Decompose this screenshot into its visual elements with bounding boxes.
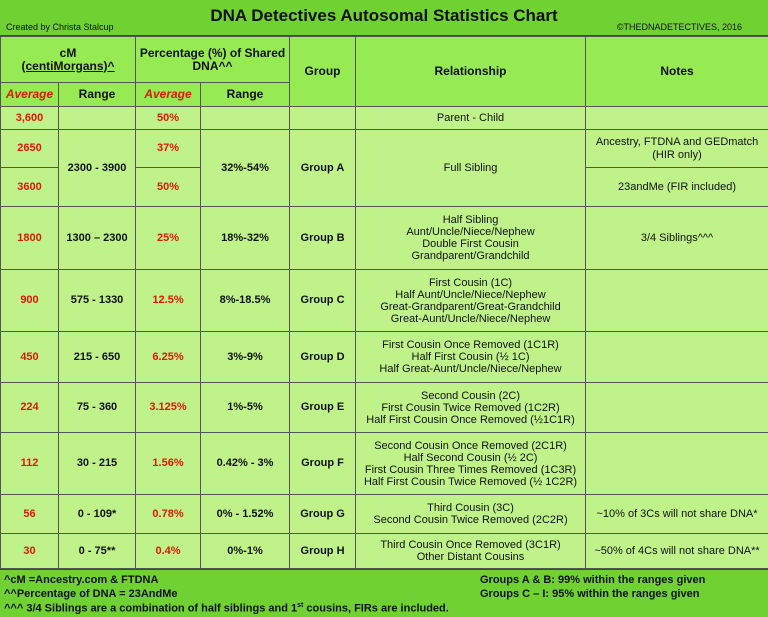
footnote-percentage: ^^Percentage of DNA = 23AndMe — [4, 588, 178, 600]
notes-cell — [586, 383, 768, 433]
cm-range-cell: 215 - 650 — [59, 332, 136, 383]
relationship-line: First Cousin Twice Removed (1C2R) — [381, 401, 560, 414]
range-note-ab: Groups A & B: 99% within the ranges given — [480, 574, 706, 586]
group-header: Group — [290, 37, 356, 107]
page-title: DNA Detectives Autosomal Statistics Chart — [210, 6, 558, 25]
copyright-notice: ©THEDNADETECTIVES, 2016 — [616, 22, 742, 32]
pct-range-cell: 1%-5% — [201, 383, 290, 433]
notes-header: Notes — [586, 37, 768, 107]
cm-average-cell: 900 — [1, 270, 59, 332]
notes-cell — [586, 433, 768, 495]
relationship-cell — [356, 383, 586, 433]
cm-range-cell: 0 - 75** — [59, 534, 136, 569]
pct-average-header: Average — [136, 83, 201, 107]
notes-cell — [586, 270, 768, 332]
cm-average-cell: 2650 — [1, 130, 59, 168]
pct-average-cell: 50% — [136, 107, 201, 130]
cm-range-cell: 2300 - 3900 — [59, 130, 136, 207]
table-row — [1, 534, 768, 569]
cm-average-cell: 1800 — [1, 207, 59, 270]
pct-average-cell: 0.4% — [136, 534, 201, 569]
title-bar — [0, 0, 768, 36]
notes-cell: 3/4 Siblings^^^ — [586, 207, 768, 270]
pct-average-cell: 25% — [136, 207, 201, 270]
cm-header-sub: (centiMorgans)^ — [21, 58, 115, 73]
relationship-line: Parent - Child — [436, 112, 505, 124]
notes-cell: ~50% of 4Cs will not share DNA** — [586, 534, 768, 569]
relationship-cell — [356, 130, 586, 207]
relationship-line: Full Sibling — [443, 162, 498, 174]
creator-credit: Created by Christa Stalcup — [6, 22, 114, 32]
relationship-cell — [356, 332, 586, 383]
pct-average-cell: 0.78% — [136, 495, 201, 534]
footnote-siblings-end: cousins, FIRs are included. — [303, 602, 449, 615]
relationship-line: First Cousin (1C) — [428, 276, 513, 289]
group-cell: Group C — [290, 270, 356, 332]
footnote-cm: ^cM =Ancestry.com & FTDNA — [4, 574, 159, 586]
cm-header-label: cM — [59, 45, 77, 60]
relationship-line: Great-Grandparent/Great-Grandchild — [380, 300, 561, 313]
relationship-cell — [356, 107, 586, 130]
cm-header — [1, 37, 136, 83]
cm-average-cell: 3,600 — [1, 107, 59, 130]
relationship-line: Half Aunt/Uncle/Niece/Nephew — [395, 288, 546, 301]
relationship-line: Half First Cousin Twice Removed (½ 1C2R) — [363, 475, 578, 488]
pct-average-cell: 50% — [136, 168, 201, 207]
pct-average-cell: 1.56% — [136, 433, 201, 495]
relationship-line: Great-Aunt/Uncle/Niece/Nephew — [390, 312, 551, 325]
pct-average-cell: 6.25% — [136, 332, 201, 383]
relationship-header: Relationship — [356, 37, 586, 107]
cm-average-cell: 112 — [1, 433, 59, 495]
pct-average-cell: 12.5% — [136, 270, 201, 332]
table-row — [1, 107, 768, 130]
group-cell: Group A — [290, 130, 356, 207]
cm-range-header: Range — [59, 83, 136, 107]
pct-range-cell: 32%-54% — [201, 130, 290, 207]
cm-average-cell: 3600 — [1, 168, 59, 207]
group-cell: Group F — [290, 433, 356, 495]
table-row — [1, 207, 768, 270]
group-cell: Group H — [290, 534, 356, 569]
group-cell: Group G — [290, 495, 356, 534]
footnote-siblings-text: ^^^ 3/4 Siblings are a combination of half siblings and 1 — [4, 602, 298, 615]
relationship-line: Half Second Cousin (½ 2C) — [403, 451, 538, 464]
pct-range-cell — [201, 107, 290, 130]
header-row — [1, 37, 768, 83]
relationship-cell — [356, 433, 586, 495]
cm-range-cell — [59, 107, 136, 130]
group-cell — [290, 107, 356, 130]
pct-range-cell: 3%-9% — [201, 332, 290, 383]
pct-range-cell: 18%-32% — [201, 207, 290, 270]
table-row — [1, 270, 768, 332]
relationship-line: Third Cousin (3C) — [427, 502, 514, 514]
footnote-siblings — [4, 602, 449, 615]
cm-range-cell: 30 - 215 — [59, 433, 136, 495]
notes-cell: 23andMe (FIR included) — [586, 168, 768, 207]
relationship-line: First Cousin Three Times Removed (1C3R) — [364, 463, 577, 476]
group-cell: Group B — [290, 207, 356, 270]
relationship-line: Other Distant Cousins — [416, 551, 525, 563]
notes-cell — [586, 107, 768, 130]
relationship-line: Double First Cousin — [422, 238, 519, 250]
table-row — [1, 383, 768, 433]
cm-average-cell: 56 — [1, 495, 59, 534]
cm-average-cell: 30 — [1, 534, 59, 569]
range-note-ci: Groups C – I: 95% within the ranges given — [480, 588, 700, 600]
footnote-siblings-sup: st — [297, 602, 304, 609]
cm-average-cell: 224 — [1, 383, 59, 433]
statistics-table — [0, 36, 768, 569]
table-row — [1, 130, 768, 168]
pct-range-header: Range — [201, 83, 290, 107]
cm-range-cell: 0 - 109* — [59, 495, 136, 534]
cm-range-cell: 75 - 360 — [59, 383, 136, 433]
group-cell: Group D — [290, 332, 356, 383]
cm-average-cell: 450 — [1, 332, 59, 383]
table-row — [1, 495, 768, 534]
relationship-line: First Cousin Once Removed (1C1R) — [382, 339, 559, 351]
cm-average-header: Average — [1, 83, 59, 107]
pct-average-cell: 37% — [136, 130, 201, 168]
pct-range-cell: 0%-1% — [201, 534, 290, 569]
pct-range-cell: 0% - 1.52% — [201, 495, 290, 534]
pct-range-cell: 0.42% - 3% — [201, 433, 290, 495]
relationship-cell — [356, 207, 586, 270]
relationship-line: Half First Cousin (½ 1C) — [411, 351, 530, 363]
table-row — [1, 332, 768, 383]
cm-range-cell: 575 - 1330 — [59, 270, 136, 332]
notes-cell: Ancestry, FTDNA and GEDmatch (HIR only) — [586, 130, 768, 168]
relationship-cell — [356, 495, 586, 534]
cm-range-cell: 1300 – 2300 — [59, 207, 136, 270]
relationship-line: Second Cousin (2C) — [420, 389, 521, 402]
relationship-cell — [356, 270, 586, 332]
relationship-line: Second Cousin Twice Removed (2C2R) — [373, 514, 568, 526]
relationship-line: Grandparent/Grandchild — [411, 250, 530, 262]
relationship-line: Second Cousin Once Removed (2C1R) — [374, 439, 567, 452]
group-cell: Group E — [290, 383, 356, 433]
footer-notes — [0, 569, 768, 617]
relationship-line: Aunt/Uncle/Niece/Nephew — [406, 226, 535, 238]
table-row — [1, 433, 768, 495]
notes-cell: ~10% of 3Cs will not share DNA* — [586, 495, 768, 534]
relationship-line: Half Sibling — [442, 214, 499, 226]
relationship-line: Third Cousin Once Removed (3C1R) — [380, 539, 561, 551]
pct-range-cell: 8%-18.5% — [201, 270, 290, 332]
relationship-line: Half Great-Aunt/Uncle/Niece/Nephew — [379, 363, 562, 375]
notes-cell — [586, 332, 768, 383]
pct-header: Percentage (%) of Shared DNA^^ — [136, 37, 290, 83]
pct-average-cell: 3.125% — [136, 383, 201, 433]
relationship-line: Half First Cousin Once Removed (½1C1R) — [366, 413, 575, 426]
relationship-cell — [356, 534, 586, 569]
